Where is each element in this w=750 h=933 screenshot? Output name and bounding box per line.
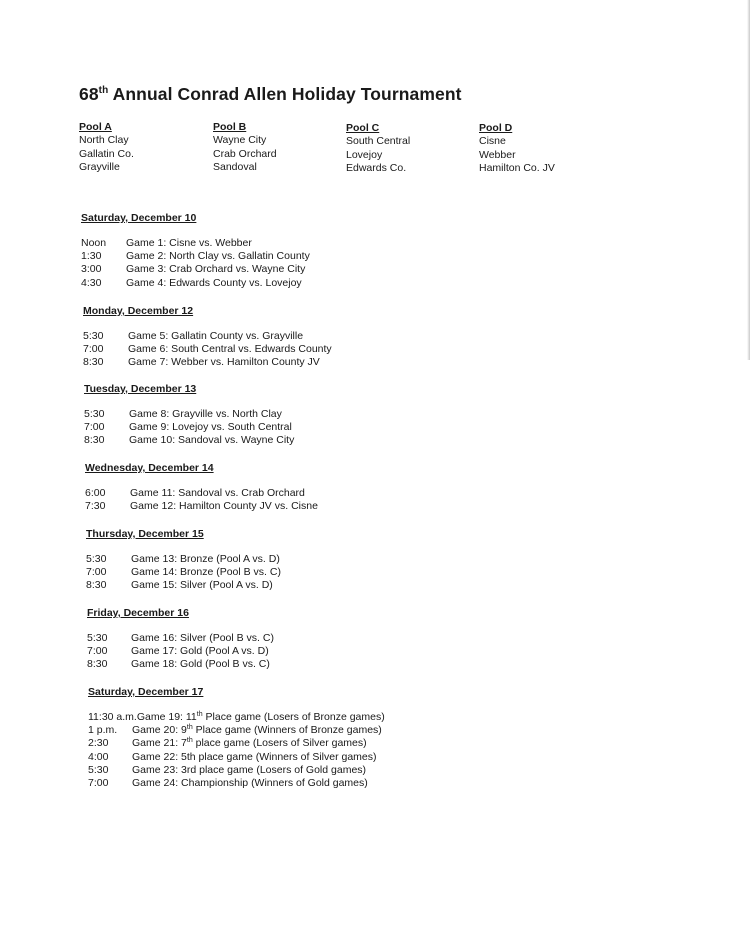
game-text: place game (Losers of Silver games): [192, 737, 367, 750]
game-row: [88, 711, 385, 724]
game-time: Noon: [81, 237, 107, 249]
game-row: [88, 777, 385, 790]
game-description: Game 12: Hamilton County JV vs. Cisne: [130, 500, 318, 513]
game-row: [81, 250, 310, 263]
day-heading: Saturday, December 10: [81, 212, 197, 224]
day-heading: Thursday, December 15: [86, 528, 204, 540]
game-description: Game 3: Crab Orchard vs. Wayne City: [126, 263, 306, 276]
game-text: Game 21: 7: [132, 737, 187, 750]
game-row: [84, 421, 294, 434]
game-row: [88, 724, 385, 737]
game-description: Game 11: Sandoval vs. Crab Orchard: [130, 487, 305, 499]
game-description: Game 15: Silver (Pool A vs. D): [131, 579, 273, 592]
game-row: [85, 500, 318, 513]
game-row: [81, 263, 310, 276]
title-ordinal-suffix: th: [98, 85, 109, 96]
schedule-day-saturday-dec-17: [88, 686, 385, 790]
game-time: 1:30: [81, 250, 102, 263]
game-description: Game 9: Lovejoy vs. South Central: [129, 421, 292, 434]
game-time: 7:30: [85, 500, 106, 513]
game-time: 2:30: [88, 737, 109, 750]
game-time: 8:30: [86, 579, 107, 592]
game-row: [88, 737, 385, 750]
game-text: Place game (Losers of Bronze games): [202, 711, 385, 723]
game-time: 11:30 a.m.: [88, 711, 137, 723]
title-text: Annual Conrad Allen Holiday Tournament: [108, 84, 462, 104]
pool-heading: Pool C: [346, 122, 380, 134]
game-description: Game 13: Bronze (Pool A vs. D): [131, 553, 280, 565]
game-row: [88, 764, 385, 777]
pool-heading: Pool A: [79, 121, 112, 133]
game-time: 5:30: [84, 408, 105, 420]
game-time: 7:00: [83, 343, 104, 356]
game-description: [137, 711, 385, 724]
game-time: 6:00: [85, 487, 106, 499]
game-ordinal-suffix: th: [196, 711, 203, 718]
game-time: 5:30: [88, 763, 109, 776]
game-time: 5:30: [87, 632, 108, 644]
day-heading: Friday, December 16: [87, 607, 189, 619]
game-ordinal-suffix: th: [186, 724, 193, 732]
pool-c: [346, 122, 410, 175]
day-heading: Wednesday, December 14: [85, 462, 214, 474]
game-row: [83, 330, 332, 343]
pool-d: [479, 122, 555, 175]
pool-team: Wayne City: [213, 134, 267, 147]
schedule-day-thursday-dec-15: [86, 528, 281, 593]
game-description: Game 23: 3rd place game (Losers of Gold games): [132, 763, 367, 776]
pool-b: [213, 121, 277, 174]
game-row: [81, 277, 310, 290]
pool-team: Edwards Co.: [346, 161, 407, 174]
game-description: Game 17: Gold (Pool A vs. D): [131, 645, 269, 658]
game-row: [86, 566, 281, 579]
pool-heading: Pool D: [479, 122, 513, 134]
game-row: [86, 579, 281, 592]
game-description: Game 4: Edwards County vs. Lovejoy: [126, 276, 302, 289]
game-time: 7:00: [87, 645, 108, 658]
game-text: Place game (Winners of Bronze games): [192, 724, 382, 737]
game-description: Game 7: Webber vs. Hamilton County JV: [128, 356, 320, 369]
pool-team: Lovejoy: [346, 148, 383, 161]
game-row: [83, 343, 332, 356]
game-description: [132, 737, 367, 750]
game-row: [86, 553, 281, 566]
game-description: Game 22: 5th place game (Winners of Silver games): [132, 750, 377, 763]
day-heading: Tuesday, December 13: [84, 383, 197, 395]
pool-a: [79, 121, 134, 174]
game-description: Game 16: Silver (Pool B vs. C): [131, 632, 274, 644]
pool-heading: Pool B: [213, 121, 247, 133]
game-row: [88, 751, 385, 764]
game-text: Game 20: 9: [132, 724, 187, 737]
game-time: 1 p.m.: [88, 724, 118, 737]
game-row: [87, 658, 274, 671]
game-row: [85, 487, 318, 500]
game-time: 8:30: [84, 434, 105, 447]
game-row: [84, 434, 294, 447]
game-time: 7:00: [88, 777, 109, 790]
game-description: Game 2: North Clay vs. Gallatin County: [126, 250, 310, 263]
pool-team: Webber: [479, 148, 516, 161]
game-time: 7:00: [84, 421, 105, 434]
game-row: [87, 645, 274, 658]
game-row: [84, 408, 294, 421]
game-time: 7:00: [86, 566, 107, 579]
game-description: Game 10: Sandoval vs. Wayne City: [129, 434, 295, 447]
pool-team: Cisne: [479, 135, 506, 148]
game-row: [83, 356, 332, 369]
pool-team: Crab Orchard: [213, 147, 277, 160]
schedule-day-monday-dec-12: [83, 305, 332, 370]
pool-team: Sandoval: [213, 160, 257, 173]
schedule-day-friday-dec-16: [87, 607, 274, 672]
game-description: Game 1: Cisne vs. Webber: [126, 237, 252, 249]
game-time: 4:00: [88, 750, 109, 763]
game-description: Game 14: Bronze (Pool B vs. C): [131, 566, 281, 579]
day-heading: Saturday, December 17: [88, 686, 204, 698]
game-text: Game 19: 11: [136, 711, 197, 723]
page-title: [79, 84, 462, 105]
game-row: [81, 237, 310, 250]
game-time: 8:30: [87, 658, 108, 671]
pool-team: Grayville: [79, 160, 120, 173]
game-description: Game 8: Grayville vs. North Clay: [129, 408, 282, 420]
game-description: Game 6: South Central vs. Edwards County: [128, 343, 332, 356]
game-time: 3:00: [81, 263, 102, 276]
game-row: [87, 632, 274, 645]
schedule-day-saturday-dec-10: [81, 212, 310, 290]
pool-team: North Clay: [79, 134, 129, 147]
game-time: 4:30: [81, 276, 102, 289]
title-ordinal-number: 68: [79, 84, 99, 104]
schedule-day-wednesday-dec-14: [85, 462, 318, 513]
game-description: Game 5: Gallatin County vs. Grayville: [128, 330, 304, 342]
game-description: Game 24: Championship (Winners of Gold games): [132, 777, 368, 790]
game-ordinal-suffix: th: [186, 737, 193, 745]
game-description: Game 18: Gold (Pool B vs. C): [131, 658, 270, 671]
game-time: 5:30: [83, 330, 104, 342]
pool-team: South Central: [346, 135, 411, 148]
game-description: [132, 724, 382, 737]
day-heading: Monday, December 12: [83, 305, 194, 317]
game-time: 8:30: [83, 356, 104, 369]
game-time: 5:30: [86, 553, 107, 565]
pool-team: Hamilton Co. JV: [479, 161, 555, 174]
pool-team: Gallatin Co.: [79, 147, 134, 160]
schedule-day-tuesday-dec-13: [84, 383, 294, 448]
